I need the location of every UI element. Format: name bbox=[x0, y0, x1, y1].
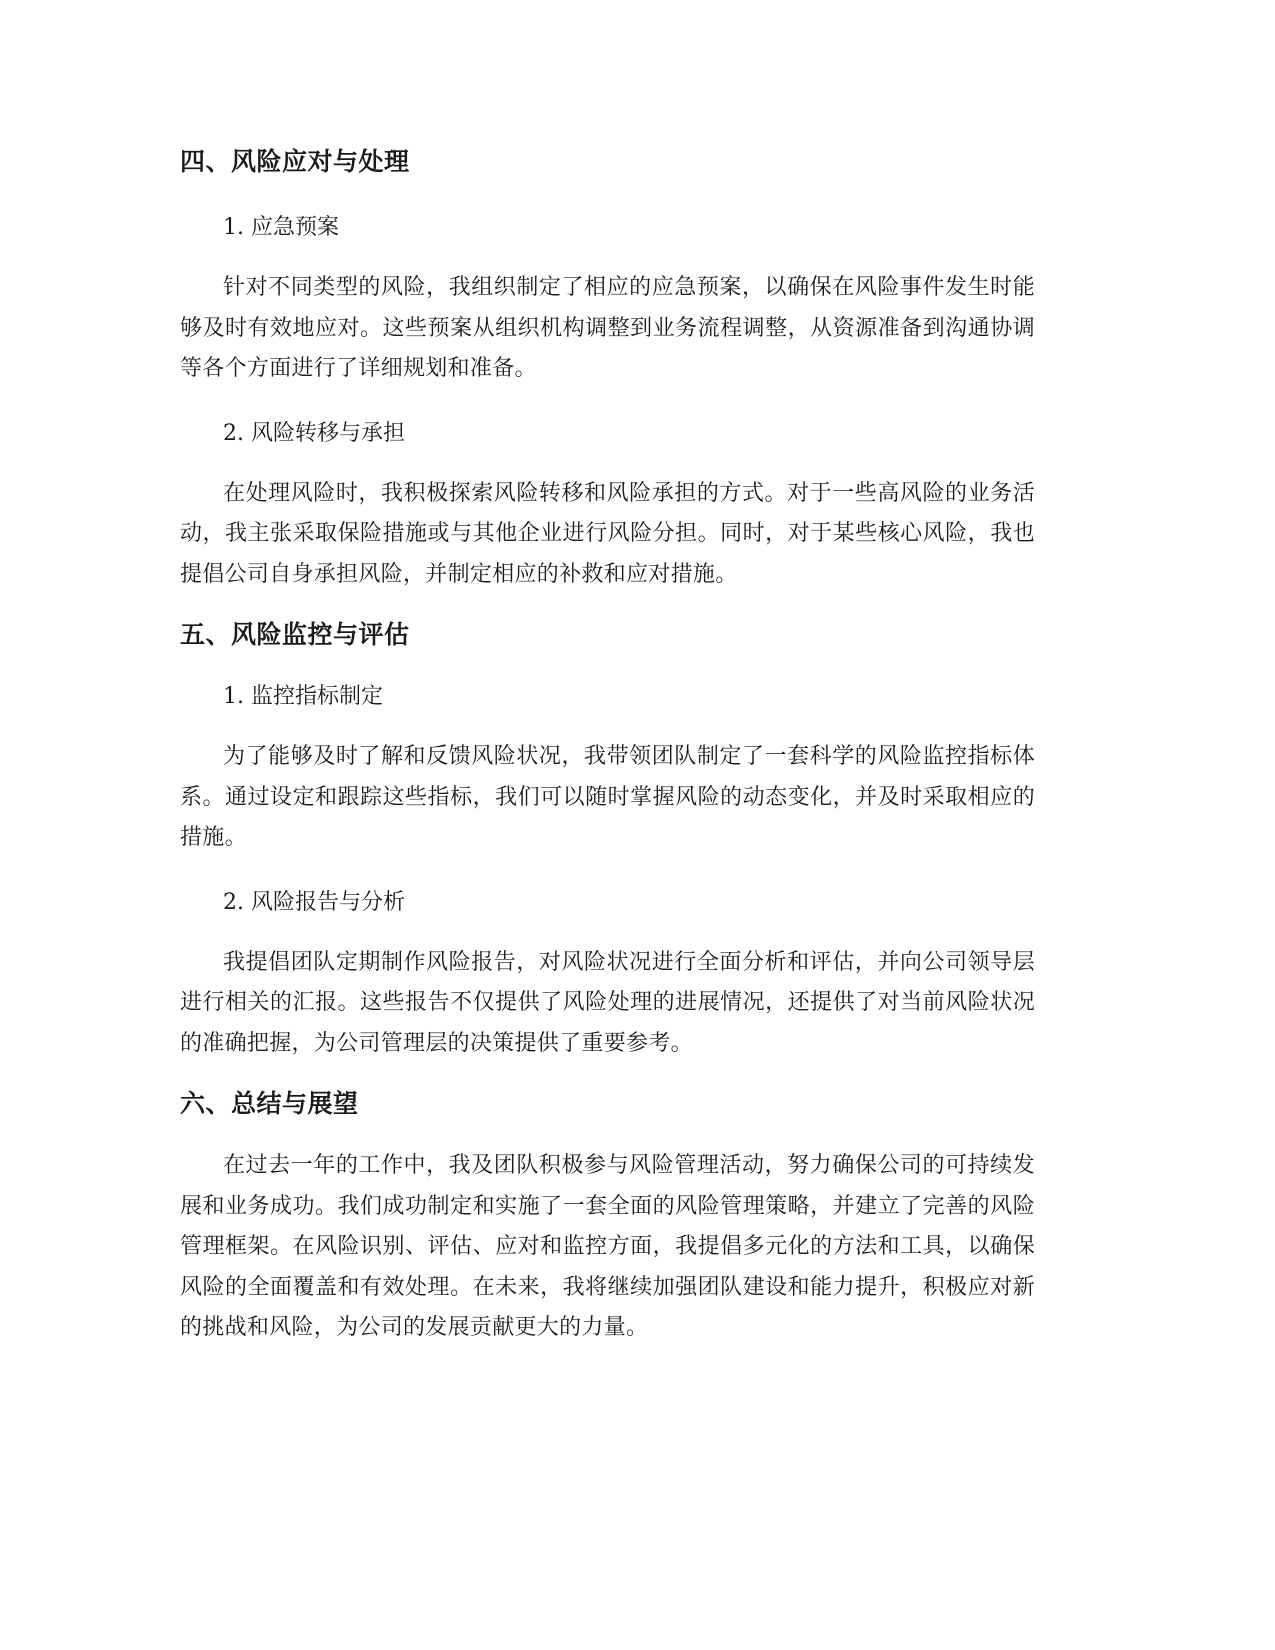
subsection-title: 2. 风险转移与承担 bbox=[223, 420, 405, 446]
paragraph: 针对不同类型的风险，我组织制定了相应的应急预案，以确保在风险事件发生时能够及时有效地应对。这些预案从组织机构调整到业务流程调整，从资源准备到沟通协调等各个方面进行了详细规划和准备。 bbox=[180, 275, 1035, 381]
subsection-title: 1. 应急预案 bbox=[223, 215, 339, 240]
paragraph: 为了能够及时了解和反馈风险状况，我带领团队制定了一套科学的风险监控指标体系。通过设定和跟踪这些指标，我们可以随时掌握风险的动态变化，并及时采取相应的措施。 bbox=[180, 744, 1035, 850]
subsection-title: 1. 监控指标制定 bbox=[223, 684, 383, 709]
paragraph: 我提倡团队定期制作风险报告，对风险状况进行全面分析和评估，并向公司领导层进行相关的汇报。这些报告不仅提供了风险处理的进展情况，还提供了对当前风险状况的准确把握，为公司管理层的决策提供了重要参考。 bbox=[180, 949, 1035, 1056]
paragraph: 在处理风险时，我积极探索风险转移和风险承担的方式。对于一些高风险的业务活动，我主张采取保险措施或与其他企业进行风险分担。同时，对于某些核心风险，我也提倡公司自身承担风险，并制定相应的补救和应对措施。 bbox=[180, 480, 1035, 587]
document-page bbox=[180, 132, 1035, 1349]
section-heading-6: 六、总结与展望 bbox=[180, 1089, 359, 1118]
section-heading-5: 五、风险监控与评估 bbox=[180, 620, 410, 649]
subsection-title: 2. 风险报告与分析 bbox=[223, 889, 405, 915]
section-heading-4: 四、风险应对与处理 bbox=[180, 147, 410, 176]
paragraph: 在过去一年的工作中，我及团队积极参与风险管理活动，努力确保公司的可持续发展和业务成功。我们成功制定和实施了一套全面的风险管理策略，并建立了完善的风险管理框架。在风险识别、评估、应对和监控方面，我提倡多元化的方法和工具，以确保风险的全面覆盖和有效处理。在未来，我将继续加强团队建设和能力提升，积极应对新的挑战和风险，为公司的发展贡献更大的力量。 bbox=[180, 1153, 1035, 1340]
